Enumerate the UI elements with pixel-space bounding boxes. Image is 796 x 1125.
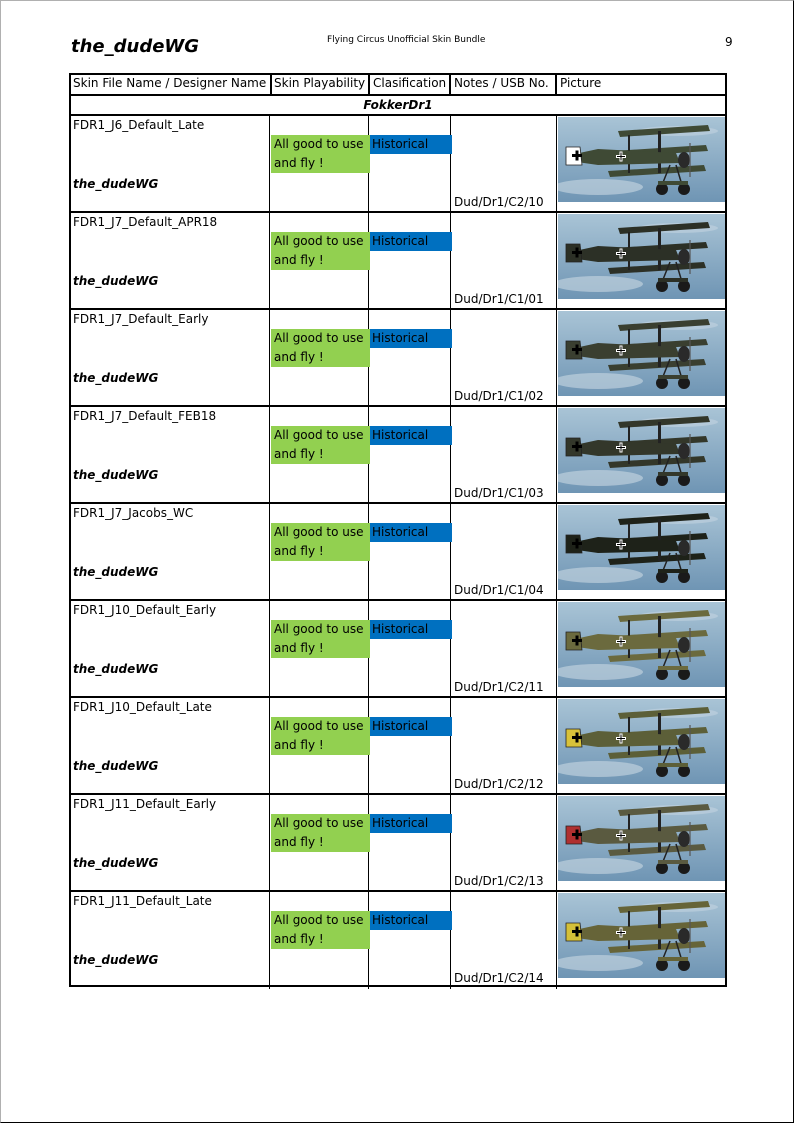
designer-name: the_dudeWG (73, 856, 159, 870)
playability-cell: All good to use and fly ! (271, 620, 370, 658)
designer-name: the_dudeWG (73, 468, 159, 482)
fokker-triplane-picture (558, 214, 725, 299)
skin-picture (558, 893, 725, 978)
skin-file-name: FDR1_J7_Default_Early (73, 312, 209, 326)
skin-file-name: FDR1_J7_Default_APR18 (73, 215, 218, 229)
table-row (71, 892, 725, 989)
row-divider (71, 308, 725, 310)
classification-cell: Historical (370, 717, 452, 736)
skin-file-name: FDR1_J11_Default_Late (73, 894, 212, 908)
column-header-classification: Clasification (373, 76, 447, 90)
fokker-triplane-picture (558, 893, 725, 978)
column-divider (368, 75, 370, 94)
fokker-triplane-picture (558, 311, 725, 396)
skin-picture (558, 505, 725, 590)
skin-picture (558, 796, 725, 881)
usb-number: Dud/Dr1/C1/04 (454, 583, 544, 597)
table-row (71, 504, 725, 601)
playability-cell: All good to use and fly ! (271, 717, 370, 755)
row-divider (71, 696, 725, 698)
column-header-playability: Skin Playability (274, 76, 366, 90)
playability-cell: All good to use and fly ! (271, 329, 370, 367)
row-divider (71, 599, 725, 601)
column-divider (555, 75, 557, 94)
usb-number: Dud/Dr1/C2/12 (454, 777, 544, 791)
fokker-triplane-picture (558, 699, 725, 784)
skin-file-name: FDR1_J11_Default_Early (73, 797, 217, 811)
fokker-triplane-picture (558, 117, 725, 202)
row-divider (71, 890, 725, 892)
table-row (71, 213, 725, 310)
row-divider (71, 502, 725, 504)
fokker-triplane-picture (558, 505, 725, 590)
column-header-file-name: Skin File Name / Designer Name (73, 76, 267, 90)
classification-cell: Historical (370, 329, 452, 348)
skin-picture (558, 311, 725, 396)
classification-cell: Historical (370, 426, 452, 445)
page-number: 9 (725, 35, 733, 49)
table-row (71, 601, 725, 698)
playability-cell: All good to use and fly ! (271, 814, 370, 852)
skin-file-name: FDR1_J7_Jacobs_WC (73, 506, 194, 520)
header-designer-name: the_dudeWG (71, 36, 200, 57)
header-document-title: Flying Circus Unofficial Skin Bundle (327, 35, 486, 45)
table-row (71, 795, 725, 892)
usb-number: Dud/Dr1/C2/13 (454, 874, 544, 888)
usb-number: Dud/Dr1/C1/01 (454, 292, 544, 306)
column-divider (449, 75, 451, 94)
playability-cell: All good to use and fly ! (271, 911, 370, 949)
classification-cell: Historical (370, 814, 452, 833)
table-row (71, 407, 725, 504)
fokker-triplane-picture (558, 796, 725, 881)
table-row (71, 310, 725, 407)
section-title: FokkerDr1 (363, 98, 433, 112)
skin-file-name: FDR1_J10_Default_Late (73, 700, 212, 714)
column-header-notes: Notes / USB No. (454, 76, 549, 90)
usb-number: Dud/Dr1/C2/10 (454, 195, 544, 209)
skin-picture (558, 214, 725, 299)
playability-cell: All good to use and fly ! (271, 426, 370, 464)
row-divider (71, 793, 725, 795)
classification-cell: Historical (370, 135, 452, 154)
playability-cell: All good to use and fly ! (271, 232, 370, 270)
classification-cell: Historical (370, 620, 452, 639)
designer-name: the_dudeWG (73, 953, 159, 967)
playability-cell: All good to use and fly ! (271, 135, 370, 173)
skin-table (69, 73, 727, 987)
skin-file-name: FDR1_J7_Default_FEB18 (73, 409, 217, 423)
usb-number: Dud/Dr1/C2/14 (454, 971, 544, 985)
designer-name: the_dudeWG (73, 662, 159, 676)
fokker-triplane-picture (558, 602, 725, 687)
classification-cell: Historical (370, 523, 452, 542)
row-divider (71, 405, 725, 407)
designer-name: the_dudeWG (73, 565, 159, 579)
fokker-triplane-picture (558, 408, 725, 493)
table-row (71, 116, 725, 213)
skin-file-name: FDR1_J10_Default_Early (73, 603, 217, 617)
usb-number: Dud/Dr1/C1/02 (454, 389, 544, 403)
skin-file-name: FDR1_J6_Default_Late (73, 118, 205, 132)
playability-cell: All good to use and fly ! (271, 523, 370, 561)
skin-picture (558, 602, 725, 687)
row-divider (71, 211, 725, 213)
designer-name: the_dudeWG (73, 759, 159, 773)
designer-name: the_dudeWG (73, 274, 159, 288)
table-row (71, 698, 725, 795)
usb-number: Dud/Dr1/C1/03 (454, 486, 544, 500)
designer-name: the_dudeWG (73, 177, 159, 191)
skin-picture (558, 408, 725, 493)
usb-number: Dud/Dr1/C2/11 (454, 680, 544, 694)
skin-picture (558, 699, 725, 784)
skin-picture (558, 117, 725, 202)
classification-cell: Historical (370, 911, 452, 930)
designer-name: the_dudeWG (73, 371, 159, 385)
column-header-picture: Picture (560, 76, 602, 90)
classification-cell: Historical (370, 232, 452, 251)
